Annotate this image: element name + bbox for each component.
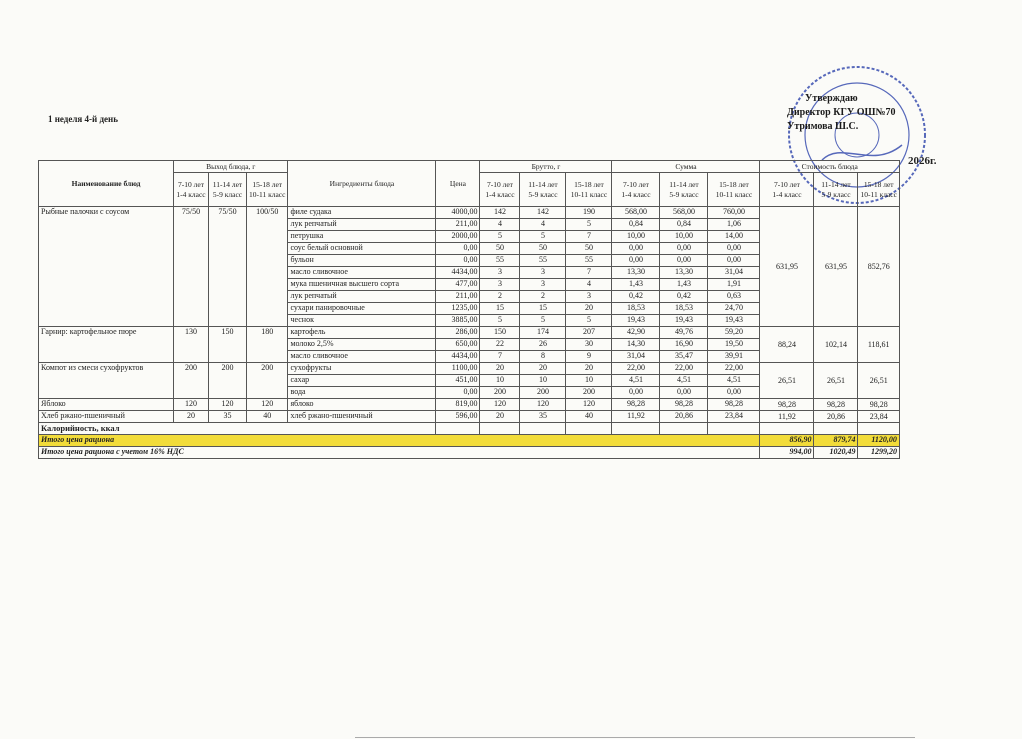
ingredient-name: вода bbox=[288, 387, 436, 399]
dish-output: 35 bbox=[209, 411, 247, 423]
brutto-value: 15 bbox=[480, 303, 520, 315]
ingredient-price: 4434,00 bbox=[436, 267, 480, 279]
brutto-value: 26 bbox=[520, 339, 566, 351]
sum-value: 10,00 bbox=[660, 231, 708, 243]
sum-value: 0,00 bbox=[660, 255, 708, 267]
header-age: 11-14 лет bbox=[212, 179, 243, 189]
brutto-value: 55 bbox=[566, 255, 612, 267]
dish-output: 20 bbox=[174, 411, 209, 423]
header-age: 7-10 лет bbox=[622, 179, 649, 189]
approval-block bbox=[787, 92, 947, 134]
sum-value: 0,00 bbox=[708, 243, 760, 255]
brutto-value: 150 bbox=[480, 327, 520, 339]
ingredient-price: 211,00 bbox=[436, 219, 480, 231]
ingredient-name: мука пшеничная высшего сорта bbox=[288, 279, 436, 291]
dish-output: 150 bbox=[209, 327, 247, 363]
brutto-value: 142 bbox=[520, 207, 566, 219]
sum-value: 22,00 bbox=[612, 363, 660, 375]
brutto-value: 190 bbox=[566, 207, 612, 219]
brutto-value: 50 bbox=[520, 243, 566, 255]
sum-value: 59,20 bbox=[708, 327, 760, 339]
brutto-value: 2 bbox=[520, 291, 566, 303]
dish-name: Яблоко bbox=[39, 399, 174, 411]
header-grade: 5-9 класс bbox=[528, 189, 558, 199]
brutto-value: 3 bbox=[480, 279, 520, 291]
sum-value: 0,84 bbox=[612, 219, 660, 231]
brutto-value: 5 bbox=[566, 315, 612, 327]
brutto-value: 7 bbox=[566, 267, 612, 279]
kcal-empty-cell bbox=[520, 423, 566, 435]
sum-value: 18,53 bbox=[612, 303, 660, 315]
vat-value: 994,00 bbox=[760, 447, 814, 459]
brutto-value: 174 bbox=[520, 327, 566, 339]
dish-output: 200 bbox=[209, 363, 247, 399]
sum-value: 1,06 bbox=[708, 219, 760, 231]
header-ingredients: Ингредиенты блюда bbox=[288, 161, 436, 207]
sum-value: 20,86 bbox=[660, 411, 708, 423]
kcal-empty-cell bbox=[612, 423, 660, 435]
kcal-empty-cell bbox=[566, 423, 612, 435]
sum-value: 24,70 bbox=[708, 303, 760, 315]
ingredient-name: молоко 2,5% bbox=[288, 339, 436, 351]
ingredient-name: лук репчатый bbox=[288, 219, 436, 231]
header-age: 11-14 лет bbox=[821, 179, 851, 189]
ingredient-name: картофель bbox=[288, 327, 436, 339]
kcal-row bbox=[39, 423, 900, 435]
dish-output: 130 bbox=[174, 327, 209, 363]
brutto-value: 8 bbox=[520, 351, 566, 363]
header-grade: 10-11 класс bbox=[570, 189, 608, 199]
brutto-value: 20 bbox=[566, 303, 612, 315]
header-age-group bbox=[209, 173, 247, 207]
header-grade: 10-11 класс bbox=[249, 189, 286, 199]
sum-value: 19,43 bbox=[660, 315, 708, 327]
total-value: 856,90 bbox=[760, 435, 814, 447]
brutto-value: 20 bbox=[480, 363, 520, 375]
brutto-value: 20 bbox=[520, 363, 566, 375]
brutto-value: 7 bbox=[480, 351, 520, 363]
sum-value: 13,30 bbox=[612, 267, 660, 279]
dish-cost: 26,51 bbox=[814, 363, 858, 399]
ingredient-price: 2000,00 bbox=[436, 231, 480, 243]
dish-cost: 26,51 bbox=[858, 363, 899, 399]
kcal-empty-cell bbox=[760, 423, 814, 435]
sum-value: 760,00 bbox=[708, 207, 760, 219]
dish-output: 180 bbox=[247, 327, 288, 363]
sum-value: 0,00 bbox=[612, 243, 660, 255]
brutto-value: 15 bbox=[520, 303, 566, 315]
sum-value: 98,28 bbox=[660, 399, 708, 411]
sum-value: 0,63 bbox=[708, 291, 760, 303]
sum-value: 13,30 bbox=[660, 267, 708, 279]
total-value: 879,74 bbox=[814, 435, 858, 447]
ingredient-price: 4000,00 bbox=[436, 207, 480, 219]
dish-name: Хлеб ржано-пшеничный bbox=[39, 411, 174, 423]
header-age: 15-18 лет bbox=[863, 179, 894, 189]
kcal-empty-cell bbox=[660, 423, 708, 435]
menu-table bbox=[38, 160, 900, 459]
sum-value: 10,00 bbox=[612, 231, 660, 243]
sum-value: 35,47 bbox=[660, 351, 708, 363]
header-output: Выход блюда, г bbox=[174, 161, 288, 173]
ingredient-name: чеснок bbox=[288, 315, 436, 327]
approval-line-1: Утверждаю bbox=[805, 93, 858, 104]
sum-value: 4,51 bbox=[708, 375, 760, 387]
sum-value: 14,00 bbox=[708, 231, 760, 243]
approval-line-2: Директор КГУ ОШ№70 bbox=[787, 107, 896, 118]
table-row bbox=[39, 207, 900, 219]
dish-cost: 118,61 bbox=[858, 327, 899, 363]
dish-cost: 26,51 bbox=[760, 363, 814, 399]
dish-cost: 631,95 bbox=[814, 207, 858, 327]
dish-cost: 631,95 bbox=[760, 207, 814, 327]
sum-value: 4,51 bbox=[612, 375, 660, 387]
ingredient-price: 286,00 bbox=[436, 327, 480, 339]
dish-cost: 98,28 bbox=[814, 399, 858, 411]
brutto-value: 10 bbox=[480, 375, 520, 387]
dish-cost: 102,14 bbox=[814, 327, 858, 363]
table-row bbox=[39, 363, 900, 375]
ingredient-price: 596,00 bbox=[436, 411, 480, 423]
header-age-group bbox=[858, 173, 899, 207]
kcal-empty-cell bbox=[480, 423, 520, 435]
sum-value: 0,00 bbox=[612, 255, 660, 267]
ingredient-name: хлеб ржано-пшеничный bbox=[288, 411, 436, 423]
brutto-value: 4 bbox=[480, 219, 520, 231]
header-age-group bbox=[760, 173, 814, 207]
header-sum: Сумма bbox=[612, 161, 760, 173]
vat-value: 1020,49 bbox=[814, 447, 858, 459]
sum-value: 0,00 bbox=[708, 387, 760, 399]
sum-value: 42,90 bbox=[612, 327, 660, 339]
header-age: 11-14 лет bbox=[528, 179, 558, 189]
sum-value: 19,43 bbox=[708, 315, 760, 327]
header-age-group bbox=[520, 173, 566, 207]
header-age: 7-10 лет bbox=[486, 179, 513, 189]
dish-output: 75/50 bbox=[174, 207, 209, 327]
dish-cost: 20,86 bbox=[814, 411, 858, 423]
brutto-value: 142 bbox=[480, 207, 520, 219]
sum-value: 568,00 bbox=[612, 207, 660, 219]
table-row bbox=[39, 411, 900, 423]
brutto-value: 30 bbox=[566, 339, 612, 351]
brutto-value: 5 bbox=[480, 231, 520, 243]
sum-value: 0,84 bbox=[660, 219, 708, 231]
sum-value: 49,76 bbox=[660, 327, 708, 339]
sum-value: 1,43 bbox=[660, 279, 708, 291]
dish-name: Компот из смеси сухофруктов bbox=[39, 363, 174, 399]
ingredient-name: бульон bbox=[288, 255, 436, 267]
ingredient-name: сахар bbox=[288, 375, 436, 387]
header-age-group bbox=[566, 173, 612, 207]
header-grade: 1-4 класс bbox=[772, 189, 802, 199]
kcal-label: Калорийность, ккал bbox=[39, 423, 436, 435]
sum-value: 4,51 bbox=[660, 375, 708, 387]
brutto-value: 5 bbox=[480, 315, 520, 327]
brutto-value: 3 bbox=[480, 267, 520, 279]
dish-cost: 98,28 bbox=[760, 399, 814, 411]
brutto-value: 5 bbox=[566, 219, 612, 231]
ingredient-name: яблоко bbox=[288, 399, 436, 411]
header-price: Цена bbox=[436, 161, 480, 207]
vat-value: 1299,20 bbox=[858, 447, 899, 459]
header-age: 15-18 лет bbox=[574, 179, 604, 189]
total-row bbox=[39, 435, 900, 447]
ingredient-price: 0,00 bbox=[436, 387, 480, 399]
total-label: Итого цена рациона bbox=[39, 435, 760, 447]
bottom-rule bbox=[355, 737, 915, 738]
header-age-group bbox=[480, 173, 520, 207]
vat-row bbox=[39, 447, 900, 459]
sum-value: 16,90 bbox=[660, 339, 708, 351]
header-grade: 5-9 класс bbox=[821, 189, 851, 199]
dish-cost: 852,76 bbox=[858, 207, 899, 327]
vat-label: Итого цена рациона с учетом 16% НДС bbox=[39, 447, 760, 459]
kcal-empty-cell bbox=[858, 423, 899, 435]
table-row bbox=[39, 399, 900, 411]
header-age-group bbox=[174, 173, 209, 207]
brutto-value: 200 bbox=[480, 387, 520, 399]
sum-value: 568,00 bbox=[660, 207, 708, 219]
ingredient-name: соус белый основной bbox=[288, 243, 436, 255]
total-value: 1120,00 bbox=[858, 435, 899, 447]
sum-value: 1,91 bbox=[708, 279, 760, 291]
ingredient-name: филе судака bbox=[288, 207, 436, 219]
sum-value: 0,00 bbox=[660, 387, 708, 399]
sum-value: 31,04 bbox=[708, 267, 760, 279]
dish-output: 120 bbox=[174, 399, 209, 411]
dish-output: 120 bbox=[209, 399, 247, 411]
header-brutto: Брутто, г bbox=[480, 161, 612, 173]
header-age: 15-18 лет bbox=[719, 179, 749, 189]
header-dish: Наименование блюд bbox=[39, 161, 174, 207]
brutto-value: 3 bbox=[520, 279, 566, 291]
ingredient-price: 1235,00 bbox=[436, 303, 480, 315]
sum-value: 98,28 bbox=[612, 399, 660, 411]
header-age: 7-10 лет bbox=[178, 179, 204, 189]
brutto-value: 10 bbox=[520, 375, 566, 387]
header-cost: Стоимость блюда bbox=[760, 161, 899, 173]
page-label: 1 неделя 4-й день bbox=[48, 114, 118, 124]
header-age: 7-10 лет bbox=[773, 179, 800, 189]
ingredient-price: 3885,00 bbox=[436, 315, 480, 327]
kcal-empty-cell bbox=[814, 423, 858, 435]
brutto-value: 4 bbox=[566, 279, 612, 291]
header-age-group bbox=[247, 173, 288, 207]
table-row bbox=[39, 327, 900, 339]
ingredient-name: сухари панировочные bbox=[288, 303, 436, 315]
brutto-value: 50 bbox=[566, 243, 612, 255]
header-age: 11-14 лет bbox=[669, 179, 699, 189]
ingredient-name: лук репчатый bbox=[288, 291, 436, 303]
header-grade: 10-11 класс bbox=[860, 189, 897, 199]
kcal-empty-cell bbox=[436, 423, 480, 435]
sum-value: 23,84 bbox=[708, 411, 760, 423]
ingredient-name: масло сливочное bbox=[288, 267, 436, 279]
ingredient-price: 819,00 bbox=[436, 399, 480, 411]
dish-output: 40 bbox=[247, 411, 288, 423]
ingredient-name: сухофрукты bbox=[288, 363, 436, 375]
brutto-value: 35 bbox=[520, 411, 566, 423]
brutto-value: 4 bbox=[520, 219, 566, 231]
brutto-value: 10 bbox=[566, 375, 612, 387]
ingredient-price: 650,00 bbox=[436, 339, 480, 351]
brutto-value: 120 bbox=[480, 399, 520, 411]
sum-value: 31,04 bbox=[612, 351, 660, 363]
ingredient-price: 477,00 bbox=[436, 279, 480, 291]
approval-line-3: Утримова Ш.С. bbox=[787, 121, 859, 132]
sum-value: 22,00 bbox=[708, 363, 760, 375]
ingredient-name: масло сливочное bbox=[288, 351, 436, 363]
dish-cost: 23,84 bbox=[858, 411, 899, 423]
approval-year: 2026г. bbox=[908, 155, 937, 167]
header-age: 15-18 лет bbox=[252, 179, 283, 189]
brutto-value: 207 bbox=[566, 327, 612, 339]
ingredient-price: 211,00 bbox=[436, 291, 480, 303]
sum-value: 0,42 bbox=[660, 291, 708, 303]
header-age-group bbox=[660, 173, 708, 207]
header-grade: 1-4 класс bbox=[621, 189, 651, 199]
brutto-value: 200 bbox=[566, 387, 612, 399]
sum-value: 14,30 bbox=[612, 339, 660, 351]
dish-name: Рыбные палочки с соусом bbox=[39, 207, 174, 327]
ingredient-name: петрушка bbox=[288, 231, 436, 243]
ingredient-price: 451,00 bbox=[436, 375, 480, 387]
sum-value: 39,91 bbox=[708, 351, 760, 363]
brutto-value: 40 bbox=[566, 411, 612, 423]
sum-value: 98,28 bbox=[708, 399, 760, 411]
ingredient-price: 4434,00 bbox=[436, 351, 480, 363]
brutto-value: 5 bbox=[520, 231, 566, 243]
header-age-group bbox=[708, 173, 760, 207]
sum-value: 0,00 bbox=[660, 243, 708, 255]
brutto-value: 22 bbox=[480, 339, 520, 351]
header-age-group bbox=[612, 173, 660, 207]
brutto-value: 5 bbox=[520, 315, 566, 327]
sum-value: 18,53 bbox=[660, 303, 708, 315]
header-grade: 10-11 класс bbox=[715, 189, 753, 199]
brutto-value: 3 bbox=[520, 267, 566, 279]
brutto-value: 9 bbox=[566, 351, 612, 363]
header-grade: 5-9 класс bbox=[212, 189, 243, 199]
kcal-empty-cell bbox=[708, 423, 760, 435]
sum-value: 0,00 bbox=[612, 387, 660, 399]
dish-cost: 88,24 bbox=[760, 327, 814, 363]
dish-output: 100/50 bbox=[247, 207, 288, 327]
dish-output: 200 bbox=[174, 363, 209, 399]
dish-cost: 98,28 bbox=[858, 399, 899, 411]
sum-value: 11,92 bbox=[612, 411, 660, 423]
brutto-value: 200 bbox=[520, 387, 566, 399]
header-grade: 1-4 класс bbox=[485, 189, 515, 199]
brutto-value: 55 bbox=[520, 255, 566, 267]
brutto-value: 7 bbox=[566, 231, 612, 243]
sum-value: 0,00 bbox=[708, 255, 760, 267]
brutto-value: 55 bbox=[480, 255, 520, 267]
dish-output: 200 bbox=[247, 363, 288, 399]
sum-value: 1,43 bbox=[612, 279, 660, 291]
dish-cost: 11,92 bbox=[760, 411, 814, 423]
dish-output: 120 bbox=[247, 399, 288, 411]
brutto-value: 120 bbox=[520, 399, 566, 411]
brutto-value: 20 bbox=[480, 411, 520, 423]
brutto-value: 2 bbox=[480, 291, 520, 303]
ingredient-price: 0,00 bbox=[436, 243, 480, 255]
sum-value: 22,00 bbox=[660, 363, 708, 375]
sum-value: 0,42 bbox=[612, 291, 660, 303]
brutto-value: 20 bbox=[566, 363, 612, 375]
brutto-value: 120 bbox=[566, 399, 612, 411]
header-age-group bbox=[814, 173, 858, 207]
header-grade: 1-4 класс bbox=[176, 189, 206, 199]
brutto-value: 3 bbox=[566, 291, 612, 303]
brutto-value: 50 bbox=[480, 243, 520, 255]
header-grade: 5-9 класс bbox=[669, 189, 699, 199]
sum-value: 19,43 bbox=[612, 315, 660, 327]
dish-output: 75/50 bbox=[209, 207, 247, 327]
dish-name: Гарнир: картофельное пюре bbox=[39, 327, 174, 363]
sum-value: 19,50 bbox=[708, 339, 760, 351]
ingredient-price: 0,00 bbox=[436, 255, 480, 267]
ingredient-price: 1100,00 bbox=[436, 363, 480, 375]
